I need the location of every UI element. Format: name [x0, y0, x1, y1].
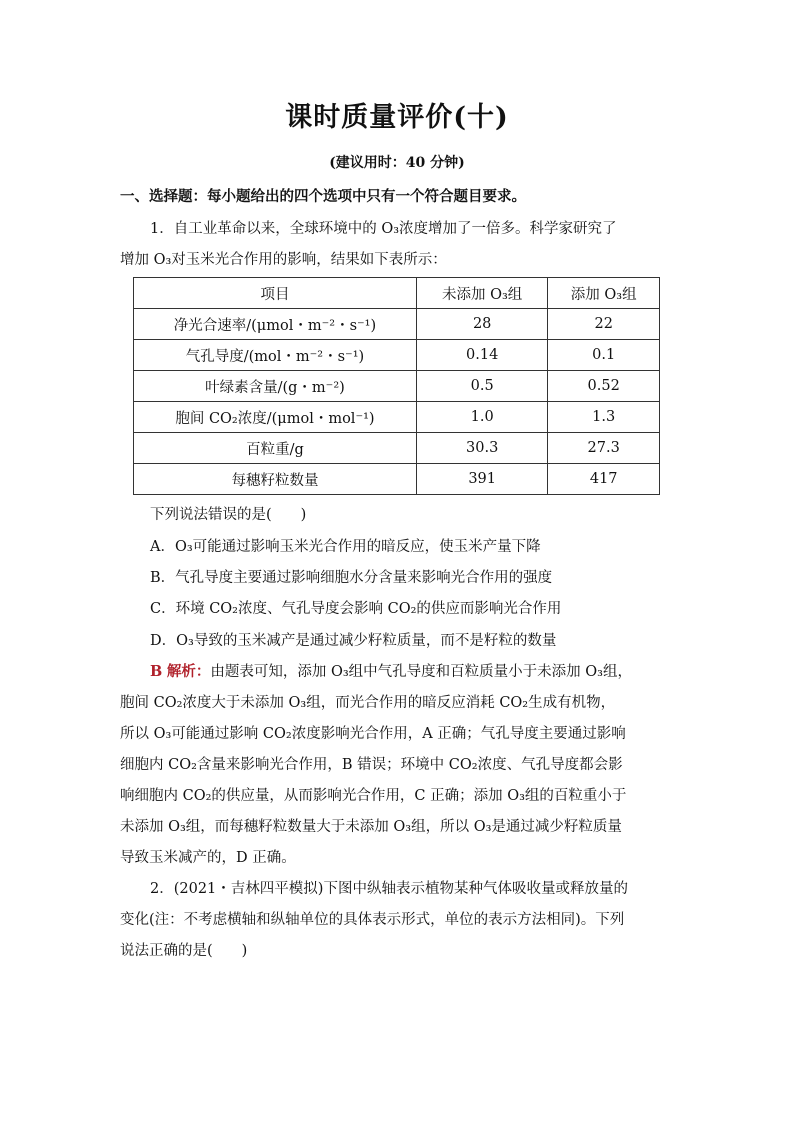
table-row — [134, 433, 660, 464]
q2-stem-line: 变化(注：不考虑横轴和纵轴单位的具体表示形式，单位的表示方法相同)。下列 — [120, 912, 625, 928]
q1-option-d: D．O₃导致的玉米减产是通过减少籽粒质量，而不是籽粒的数量 — [150, 633, 557, 649]
page-title: 课时质量评价(十) — [285, 102, 509, 133]
table-cell: 0.1 — [548, 340, 660, 371]
table-header-cell: 添加 O₃组 — [548, 278, 660, 309]
q1-explanation-label: 解析： — [166, 663, 211, 680]
q1-explanation-text: 由题表可知，添加 O₃组中气孔导度和百粒质量小于未添加 O₃组， — [210, 664, 632, 680]
suggested-time: (建议用时：40 分钟) — [329, 155, 465, 171]
q1-explanation-line: 响细胞内 CO₂的供应量，从而影响光合作用，C 正确；添加 O₃组的百粒重小于 — [120, 788, 627, 804]
table-cell: 1.3 — [548, 402, 660, 433]
table-cell: 0.52 — [548, 371, 660, 402]
table-cell: 1.0 — [416, 402, 547, 433]
table-header-row — [134, 278, 660, 309]
q2-stem-line: 2．(2021・吉林四平模拟)下图中纵轴表示植物某种气体吸收量或释放量的 — [150, 881, 628, 897]
table-row — [134, 371, 660, 402]
table-header-cell: 未添加 O₃组 — [416, 278, 547, 309]
table-row — [134, 402, 660, 433]
q1-data-table — [133, 277, 660, 495]
q1-explanation-line: 未添加 O₃组，而每穗籽粒数量大于未添加 O₃组，所以 O₃是通过减少籽粒质量 — [120, 819, 622, 835]
table-cell: 净光合速率/(μmol・m⁻²・s⁻¹) — [134, 309, 417, 340]
q1-explanation-first-line — [150, 660, 710, 681]
table-cell: 30.3 — [416, 433, 547, 464]
table-cell: 气孔导度/(mol・m⁻²・s⁻¹) — [134, 340, 417, 371]
table-cell: 每穗籽粒数量 — [134, 464, 417, 495]
q1-option-a: A．O₃可能通过影响玉米光合作用的暗反应，使玉米产量下降 — [150, 539, 541, 555]
table-row — [134, 309, 660, 340]
q2-stem-line: 说法正确的是( ) — [120, 943, 248, 959]
table-cell: 27.3 — [548, 433, 660, 464]
table-cell: 0.5 — [416, 371, 547, 402]
table-cell: 百粒重/g — [134, 433, 417, 464]
q1-explanation-line: 细胞内 CO₂含量来影响光合作用，B 错误；环境中 CO₂浓度、气孔导度都会影 — [120, 757, 623, 773]
q1-explanation-line: 导致玉米减产的，D 正确。 — [120, 850, 296, 866]
table-cell: 28 — [416, 309, 547, 340]
q1-answer-letter: B — [150, 663, 163, 680]
q1-option-c: C．环境 CO₂浓度、气孔导度会影响 CO₂的供应而影响光合作用 — [150, 601, 562, 617]
table-header-cell: 项目 — [134, 278, 417, 309]
q1-stem-line: 增加 O₃对玉米光合作用的影响，结果如下表所示： — [120, 252, 447, 268]
q1-option-b: B．气孔导度主要通过影响细胞水分含量来影响光合作用的强度 — [150, 570, 553, 586]
q1-explanation-line: 所以 O₃可能通过影响 CO₂浓度影响光合作用，A 正确；气孔导度主要通过影响 — [120, 726, 626, 742]
table-cell: 22 — [548, 309, 660, 340]
table-cell: 叶绿素含量/(g・m⁻²) — [134, 371, 417, 402]
table-cell: 胞间 CO₂浓度/(μmol・mol⁻¹) — [134, 402, 417, 433]
table-row — [134, 340, 660, 371]
table-row — [134, 464, 660, 495]
table-cell: 0.14 — [416, 340, 547, 371]
section-heading: 一、选择题：每小题给出的四个选项中只有一个符合题目要求。 — [120, 188, 526, 205]
q1-question: 下列说法错误的是( ) — [150, 507, 307, 523]
q1-explanation-line: 胞间 CO₂浓度大于未添加 O₃组，而光合作用的暗反应消耗 CO₂生成有机物， — [120, 695, 616, 711]
table-cell: 417 — [548, 464, 660, 495]
table-cell: 391 — [416, 464, 547, 495]
q1-stem-line: 1．自工业革命以来，全球环境中的 O₃浓度增加了一倍多。科学家研究了 — [150, 221, 617, 237]
